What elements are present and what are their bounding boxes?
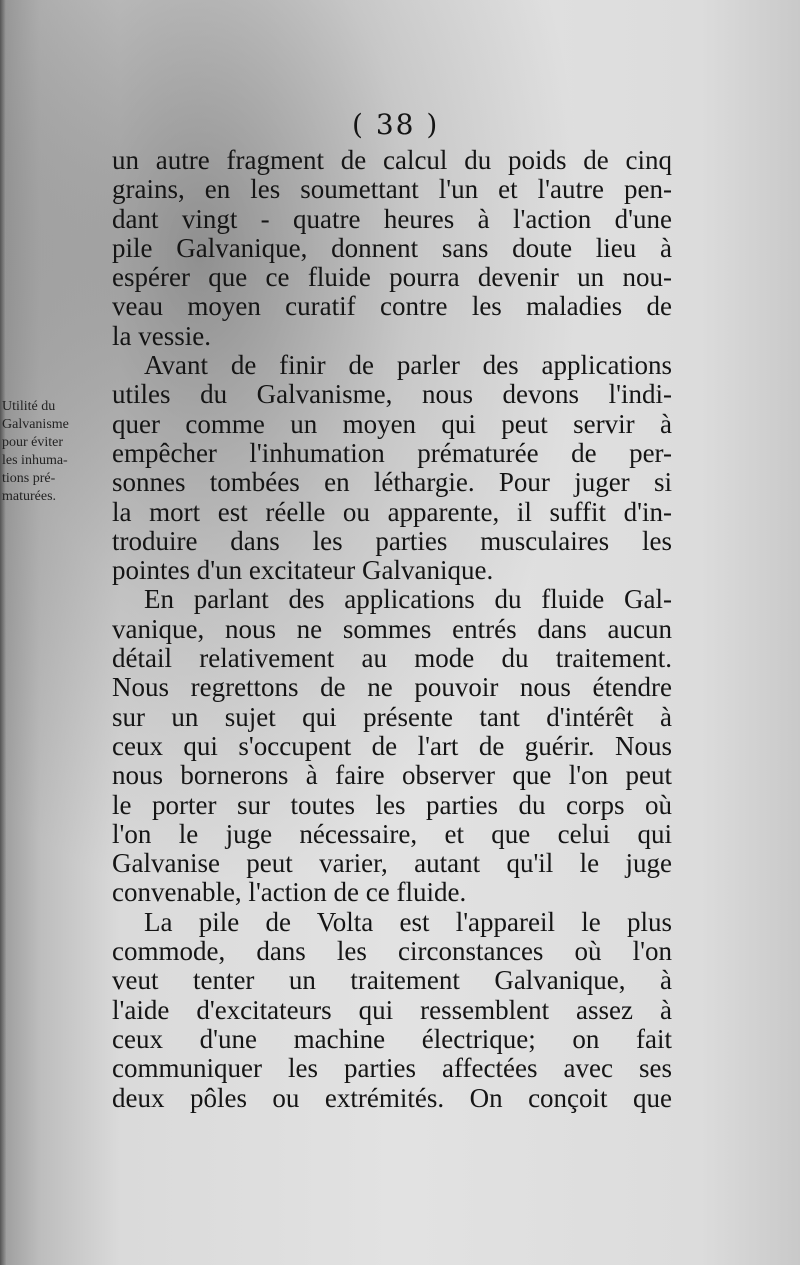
text-line: commode, dans les circonstances où l'on bbox=[112, 936, 672, 967]
text-line: la mort est réelle ou apparente, il suffit d'in- bbox=[112, 496, 672, 527]
text-line: veau moyen curatif contre les maladies de bbox=[112, 291, 672, 322]
margin-note-line: maturées. bbox=[2, 489, 57, 504]
page-spine-shadow bbox=[0, 0, 6, 1265]
text-line: deux pôles ou extrémités. On conçoit que bbox=[112, 1082, 672, 1113]
body-text bbox=[112, 146, 672, 1113]
text-line: empêcher l'inhumation prématurée de per- bbox=[112, 437, 672, 468]
text-line: Avant de finir de parler des applications bbox=[144, 350, 672, 381]
margin-note-line: Utilité du bbox=[2, 399, 56, 414]
text-line: vanique, nous ne sommes entrés dans aucun bbox=[112, 613, 672, 644]
text-line: l'aide d'excitateurs qui ressemblent assez à bbox=[112, 994, 672, 1025]
margin-note-line: tions pré- bbox=[2, 471, 56, 486]
text-line: La pile de Volta est l'appareil le plus bbox=[144, 906, 672, 937]
text-line: détail relativement au mode du traitement. bbox=[112, 643, 672, 674]
text-line: dant vingt - quatre heures à l'action d'une bbox=[112, 203, 672, 234]
margin-note bbox=[2, 398, 108, 506]
text-line: la vessie. bbox=[112, 320, 211, 351]
text-line: Galvanise peut varier, autant qu'il le juge bbox=[112, 848, 672, 879]
text-line: sur un sujet qui présente tant d'intérêt à bbox=[112, 701, 672, 732]
text-line: pile Galvanique, donnent sans doute lieu à bbox=[112, 232, 672, 263]
text-line: ceux qui s'occupent de l'art de guérir. Nous bbox=[112, 730, 672, 761]
text-line: sonnes tombées en léthargie. Pour juger si bbox=[112, 467, 672, 498]
text-line: un autre fragment de calcul du poids de cinq bbox=[112, 145, 672, 175]
text-line: le porter sur toutes les parties du corps où bbox=[112, 789, 672, 820]
text-line: utiles du Galvanisme, nous devons l'indi- bbox=[112, 379, 672, 410]
text-line: nous bornerons à faire observer que l'on peut bbox=[112, 760, 672, 791]
text-line: Nous regrettons de ne pouvoir nous étendre bbox=[112, 672, 672, 703]
text-line: quer comme un moyen qui peut servir à bbox=[112, 408, 672, 439]
text-line: l'on le juge nécessaire, et que celui qui bbox=[112, 818, 672, 849]
text-line: espérer que ce fluide pourra devenir un nou- bbox=[112, 262, 672, 293]
text-line: En parlant des applications du fluide Gal- bbox=[144, 584, 672, 615]
text-line: pointes d'un excitateur Galvanique. bbox=[112, 555, 494, 586]
margin-note-line: Galvanisme bbox=[2, 417, 69, 432]
page-number: ( 38 ) bbox=[352, 108, 440, 141]
text-line: troduire dans les parties musculaires les bbox=[112, 525, 672, 556]
text-line: grains, en les soumettant l'un et l'autre pen- bbox=[112, 174, 672, 205]
margin-note-line: pour éviter bbox=[2, 435, 64, 450]
text-line: convenable, l'action de ce fluide. bbox=[112, 877, 467, 908]
text-line: ceux d'une machine électrique; on fait bbox=[112, 1023, 672, 1054]
text-line: veut tenter un traitement Galvanique, à bbox=[112, 965, 672, 996]
margin-note-line: les inhuma- bbox=[2, 453, 68, 468]
text-line: communiquer les parties affectées avec ses bbox=[112, 1053, 672, 1084]
